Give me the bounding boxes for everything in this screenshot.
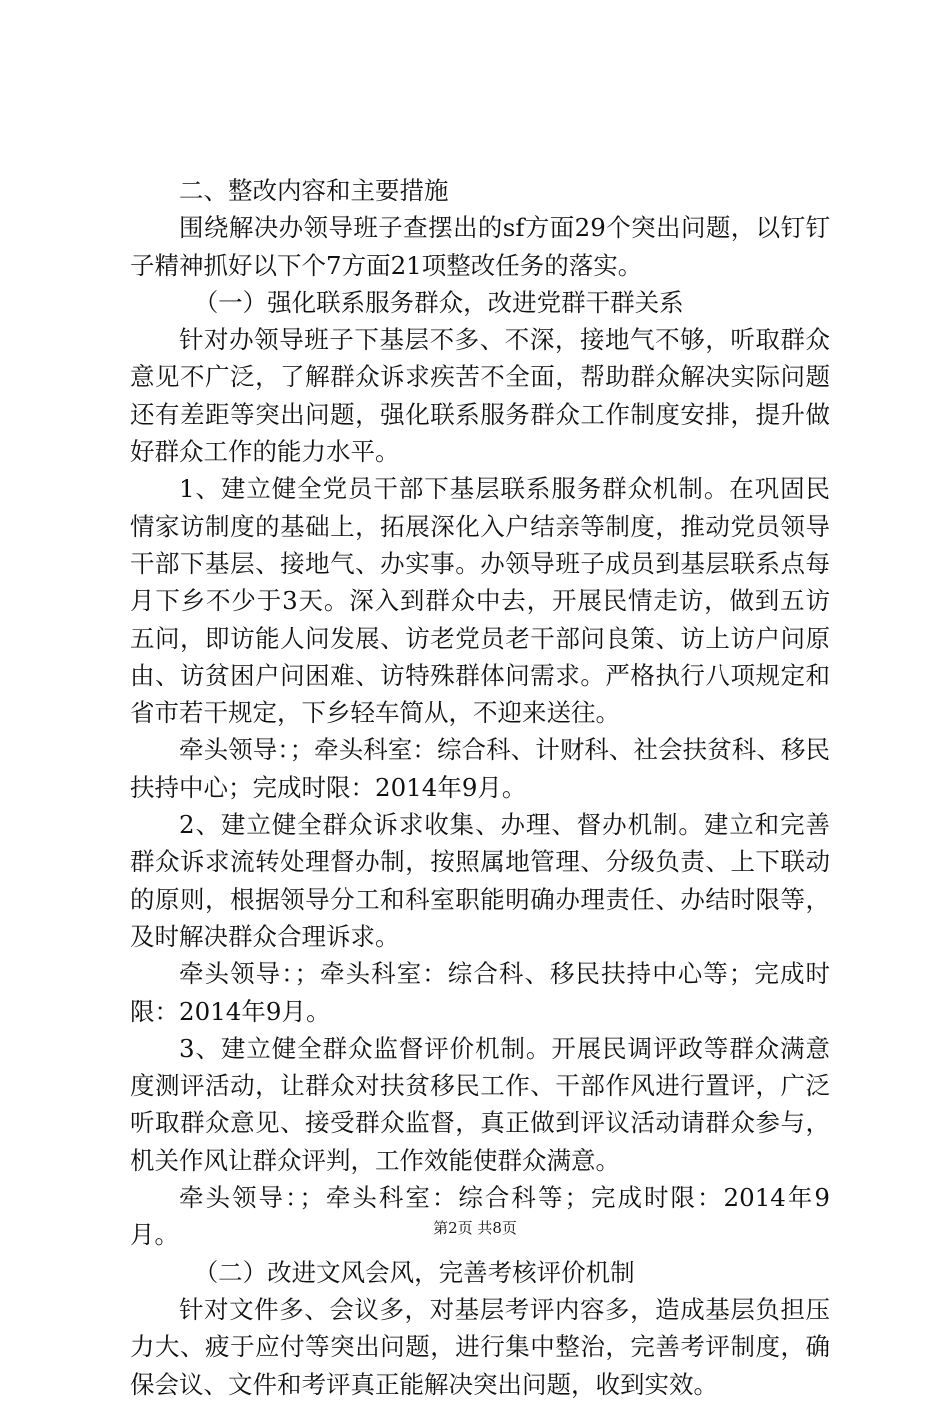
paragraph: 2、建立健全群众诉求收集、办理、督办机制。建立和完善群众诉求流转处理督办制，按照属地管理、分级负责、上下联动的原则，根据领导分工和科室职能明确办理责任、办结时限等，及时解决群众合理诉求。 — [130, 810, 830, 951]
paragraph: 3、建立健全群众监督评价机制。开展民调评政等群众满意度测评活动，让群众对扶贫移民工作、干部作风进行置评，广泛听取群众意见、接受群众监督，真正做到评议活动请群众参与，机关作风让群众评判，工作效能使群众满意。 — [130, 1033, 830, 1175]
subsection-heading: （一）强化联系服务群众，改进党群干群关系 — [193, 287, 684, 317]
section-heading: 二、整改内容和主要措施 — [179, 176, 449, 205]
paragraph: 围绕解决办领导班子查摆出的sf方面29个突出问题，以钉钉子精神抓好以下个7方面21项整改任务的落实。 — [130, 213, 830, 280]
page-number: 第2页 共8页 — [433, 1219, 517, 1237]
paragraph: 牵头领导：；牵头科室：综合科等；完成时限：2014年9月。 — [130, 1183, 830, 1250]
paragraph: 1、建立健全党员干部下基层联系服务群众机制。在巩固民情家访制度的基础上，拓展深化入户结亲等制度，推动党员领导干部下基层、接地气、办实事。办领导班子成员到基层联系点每月下乡不少于3天。深入到群众中去，开展民情走访，做到五访五问，即访能人问发展、访老党员老干部问良策、访上访户问原由、访贫困户问困难、访特殊群体问需求。严格执行八项规定和省市若干规定，下乡轻车简从，不迎来送往。 — [130, 474, 830, 728]
paragraph: 针对文件多、会议多，对基层考评内容多，造成基层负担压力大、疲于应付等突出问题，进行集中整治，完善考评制度，确保会议、文件和考评真正能解决突出问题，收到实效。 — [130, 1294, 830, 1399]
subsection-heading: （二）改进文风会风，完善考核评价机制 — [193, 1257, 635, 1287]
page-footer — [0, 1218, 950, 1238]
paragraph: 针对办领导班子下基层不多、不深，接地气不够，听取群众意见不广泛，了解群众诉求疾苦不全面，帮助群众解决实际问题还有差距等突出问题，强化联系服务群众工作制度安排，提升做好群众工作的能力水平。 — [130, 325, 830, 467]
paragraph: 牵头领导：；牵头科室：综合科、移民扶持中心等；完成时限：2014年9月。 — [130, 959, 830, 1026]
paragraph: 牵头领导：；牵头科室：综合科、计财科、社会扶贫科、移民扶持中心；完成时限：2014年9月。 — [130, 735, 830, 802]
